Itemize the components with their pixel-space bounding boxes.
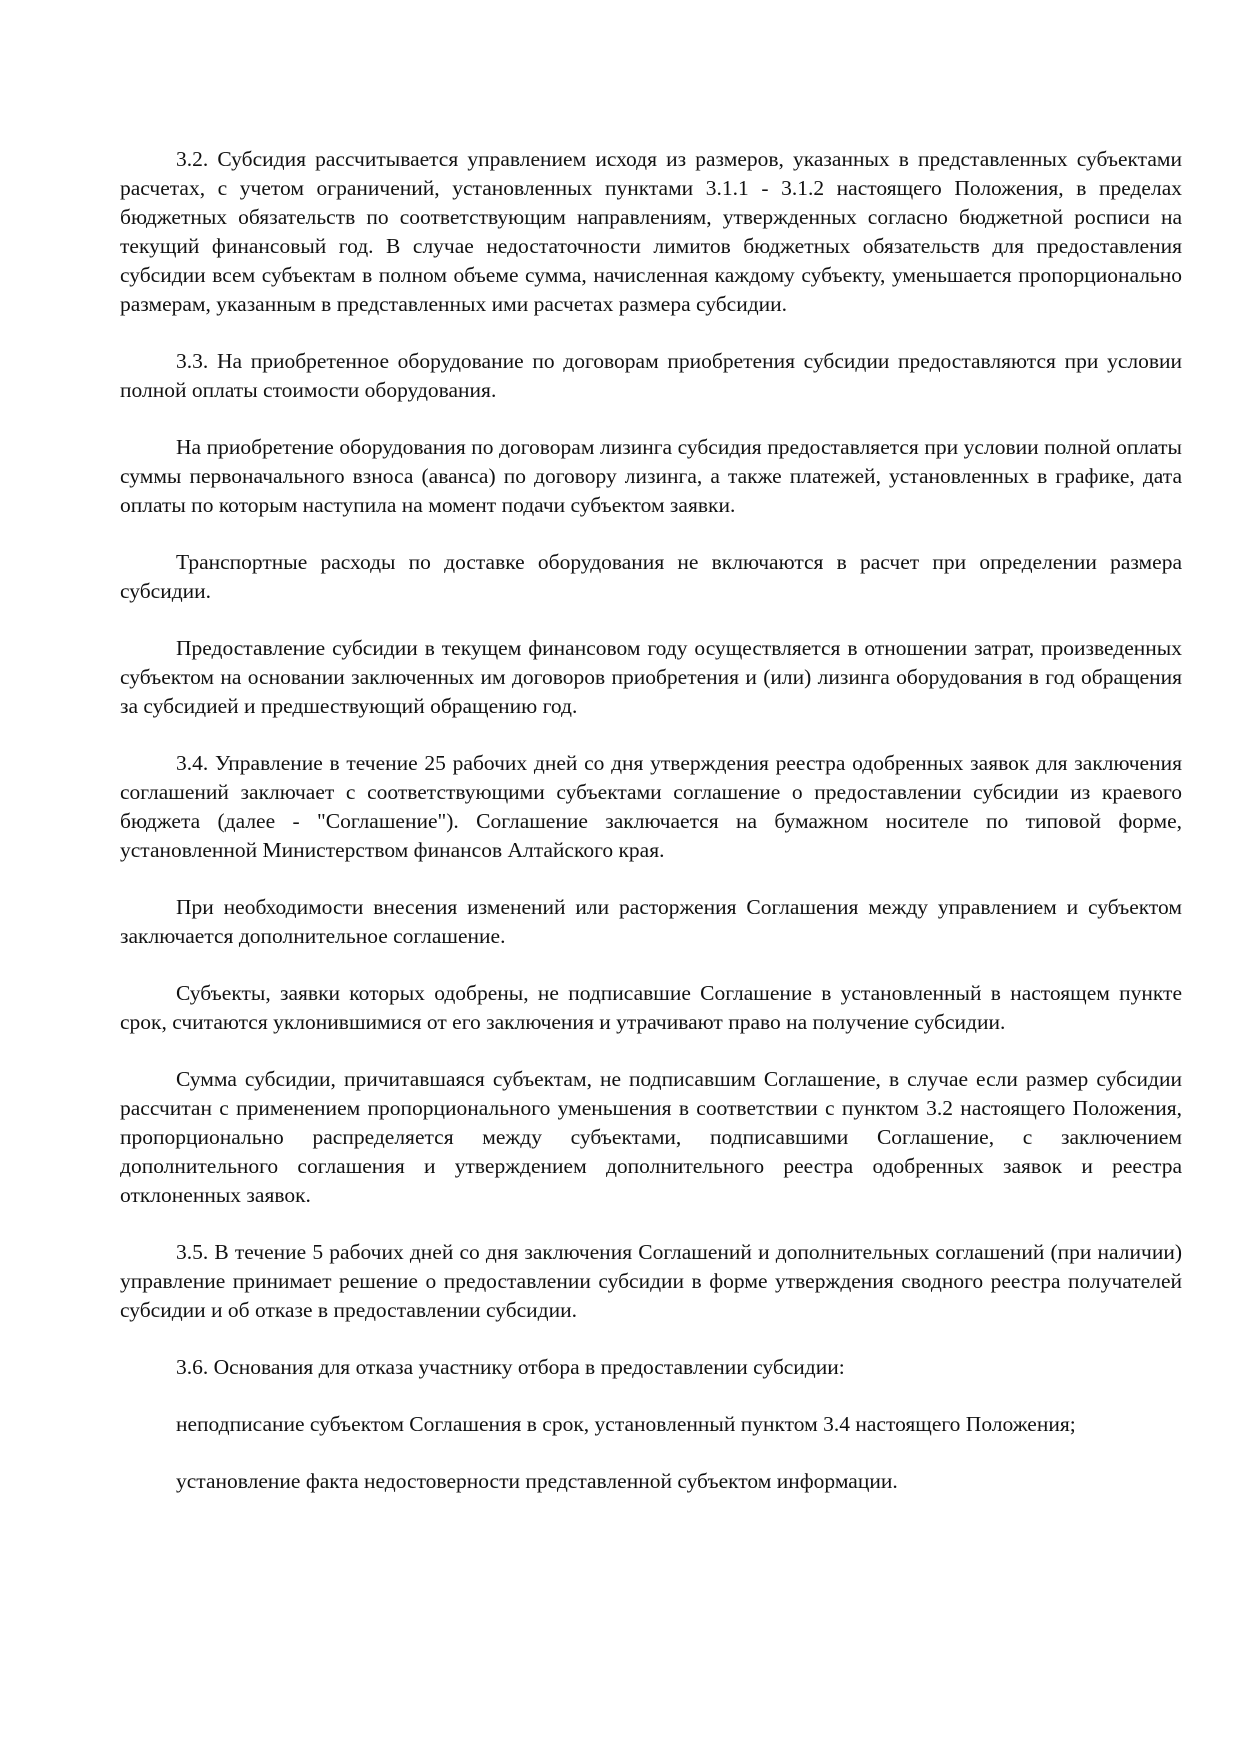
paragraph-redistribution: Сумма субсидии, причитавшаяся субъектам, не подписавшим Соглашение, в случае если размер субсидии рассчитан с применением пропорционального уменьшения в соответствии с пунктом 3.2 настоящего Положения, пропорционально распределяется между субъектами, подписавшими Соглашение, с заключением дополнительного соглашения и утверждением дополнительного реестра одобренных заявок и реестра отклоненных заявок. [120, 1067, 1182, 1207]
paragraph-3-6: 3.6. Основания для отказа участнику отбора в предоставлении субсидии: [176, 1355, 845, 1379]
paragraph-refusal-2: установление факта недостоверности представленной субъектом информации. [176, 1469, 898, 1493]
paragraph-unsigned: Субъекты, заявки которых одобрены, не подписавшие Соглашение в установленный в настоящем пункте срок, считаются уклонившимися от его заключения и утрачивают право на получение субсидии. [120, 981, 1182, 1034]
paragraph-leasing: На приобретение оборудования по договорам лизинга субсидия предоставляется при условии полной оплаты суммы первоначального взноса (аванса) по договору лизинга, а также платежей, установленных в графике, дата оплаты по которым наступила на момент подачи субъектом заявки. [120, 435, 1182, 517]
paragraph-transport: Транспортные расходы по доставке оборудования не включаются в расчет при определении размера субсидии. [120, 550, 1182, 603]
paragraph-3-3: 3.3. На приобретенное оборудование по договорам приобретения субсидии предоставляются при условии полной оплаты стоимости оборудования. [120, 349, 1182, 402]
paragraph-refusal-1: неподписание субъектом Соглашения в срок, установленный пунктом 3.4 настоящего Положения; [176, 1412, 1076, 1436]
paragraph-current-year: Предоставление субсидии в текущем финансовом году осуществляется в отношении затрат, произведенных субъектом на основании заключенных им договоров приобретения и (или) лизинга оборудования в год обращения за субсидией и предшествующий обращению год. [120, 636, 1182, 718]
document-page [120, 145, 1182, 1524]
paragraph-3-5: 3.5. В течение 5 рабочих дней со дня заключения Соглашений и дополнительных соглашений (при наличии) управление принимает решение о предоставлении субсидии в форме утверждения сводного реестра получателей субсидии и об отказе в предоставлении субсидии. [120, 1240, 1182, 1322]
paragraph-amendments: При необходимости внесения изменений или расторжения Соглашения между управлением и субъектом заключается дополнительное соглашение. [120, 895, 1182, 948]
paragraph-3-2: 3.2. Субсидия рассчитывается управлением исходя из размеров, указанных в представленных субъектами расчетах, с учетом ограничений, установленных пунктами 3.1.1 - 3.1.2 настоящего Положения, в пределах бюджетных обязательств по соответствующим направлениям, утвержденных согласно бюджетной росписи на текущий финансовый год. В случае недостаточности лимитов бюджетных обязательств для предоставления субсидии всем субъектам в полном объеме сумма, начисленная каждому субъекту, уменьшается пропорционально размерам, указанным в представленных ими расчетах размера субсидии. [120, 147, 1182, 316]
paragraph-3-4: 3.4. Управление в течение 25 рабочих дней со дня утверждения реестра одобренных заявок для заключения соглашений заключает с соответствующими субъектами соглашение о предоставлении субсидии из краевого бюджета (далее - "Соглашение"). Соглашение заключается на бумажном носителе по типовой форме, установленной Министерством финансов Алтайского края. [120, 751, 1182, 862]
